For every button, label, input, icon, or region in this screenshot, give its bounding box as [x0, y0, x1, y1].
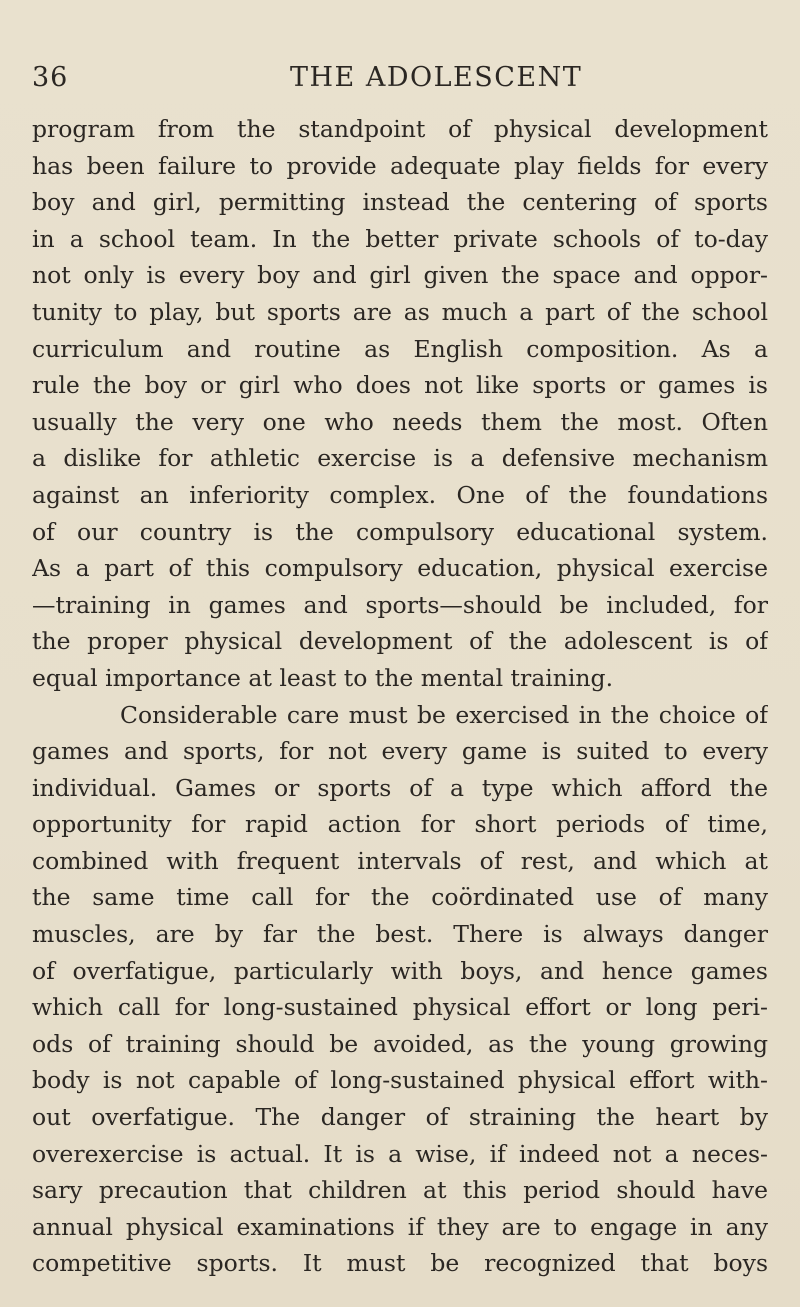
- text-line: a dislike for athletic exercise is a defensive mechanism: [32, 444, 768, 473]
- body-text: [32, 111, 768, 1282]
- running-title: THE ADOLESCENT: [290, 62, 583, 93]
- text-line: in a school team. In the better private schools of to-day: [32, 224, 768, 253]
- text-line: usually the very one who needs them the most. Often: [32, 407, 768, 436]
- text-line: opportunity for rapid action for short periods of time,: [32, 810, 768, 839]
- text-line: combined with frequent intervals of rest, and which at: [32, 846, 768, 875]
- text-line: not only is every boy and girl given the space and oppor-: [32, 261, 768, 290]
- text-line: muscles, are by far the best. There is always danger: [32, 920, 768, 949]
- text-line: of our country is the compulsory educational system.: [32, 517, 768, 546]
- text-line: against an inferiority complex. One of the foundations: [32, 480, 768, 509]
- running-head: [32, 62, 772, 102]
- text-line: annual physical examinations if they are to engage in any: [32, 1212, 768, 1241]
- paragraph-last-line: equal importance at least to the mental training.: [32, 663, 614, 692]
- text-line: body is not capable of long-sustained physical effort with-: [32, 1066, 768, 1095]
- text-line: curriculum and routine as English composition. As a: [32, 334, 768, 363]
- text-line: program from the standpoint of physical development: [32, 115, 768, 143]
- text-line: As a part of this compulsory education, physical exercise: [32, 554, 768, 583]
- text-line: sary precaution that children at this period should have: [32, 1176, 768, 1205]
- text-line: out overfatigue. The danger of straining the heart by: [32, 1103, 768, 1132]
- text-line: overexercise is actual. It is a wise, if indeed not a neces-: [32, 1139, 768, 1168]
- text-line: individual. Games or sports of a type which afford the: [32, 773, 768, 802]
- text-line: competitive sports. It must be recognized that boys: [32, 1249, 768, 1278]
- text-line: the same time call for the coördinated use of many: [32, 883, 768, 912]
- paragraph-first-line: Considerable care must be exercised in the choice of: [120, 700, 768, 729]
- text-line: of overfatigue, particularly with boys, and hence games: [32, 956, 768, 985]
- text-line: —training in games and sports—should be included, for: [32, 590, 768, 619]
- text-line: the proper physical development of the adolescent is of: [32, 627, 768, 656]
- text-line: ods of training should be avoided, as the young growing: [32, 1029, 768, 1058]
- text-line: tunity to play, but sports are as much a part of the school: [32, 297, 768, 326]
- text-line: games and sports, for not every game is suited to every: [32, 737, 768, 766]
- text-line: which call for long-sustained physical effort or long peri-: [32, 993, 768, 1022]
- page-number: 36: [32, 62, 69, 93]
- text-line: rule the boy or girl who does not like sports or games is: [32, 371, 768, 400]
- text-line: has been failure to provide adequate play fields for every: [32, 151, 768, 180]
- text-line: boy and girl, permitting instead the centering of sports: [32, 188, 768, 217]
